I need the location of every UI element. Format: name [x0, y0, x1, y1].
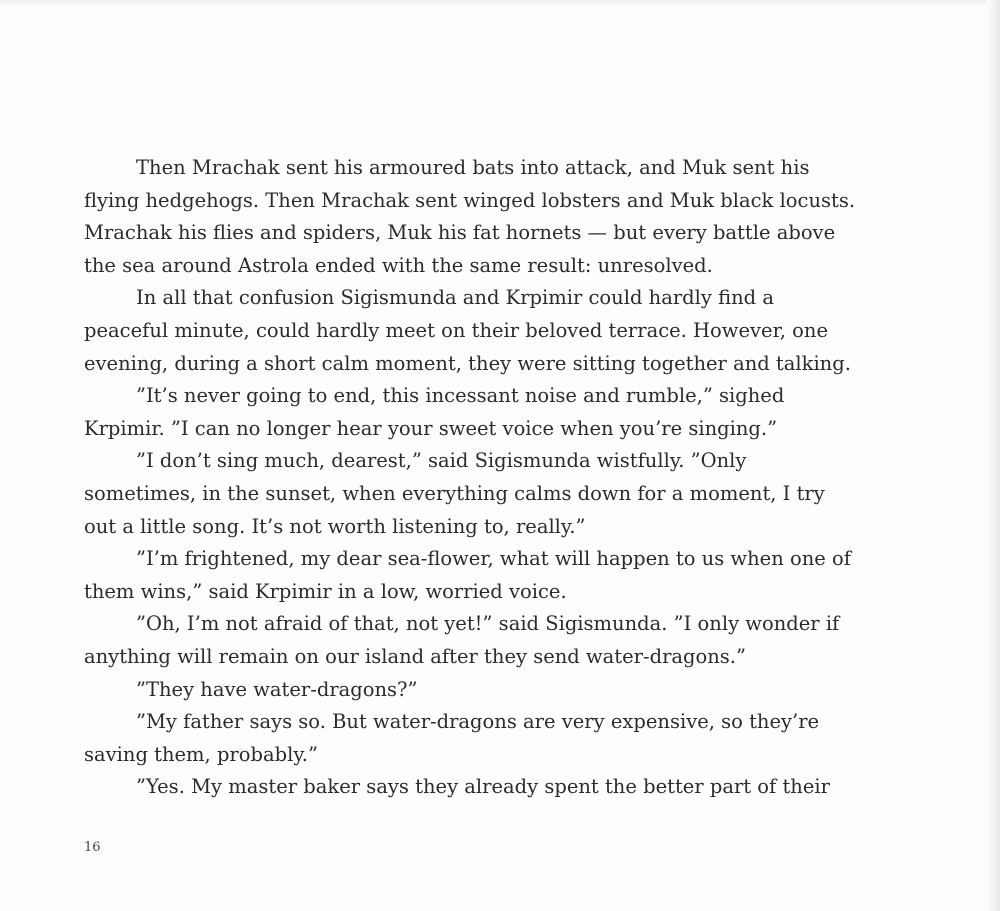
text-line: ”Yes. My master baker says they already spent the better part of their — [136, 775, 830, 799]
text-line: ”I don’t sing much, dearest,” said Sigismunda wistfully. ”Only — [136, 449, 747, 473]
text-line: Then Mrachak sent his armoured bats into attack, and Muk sent his — [136, 156, 810, 179]
text-line: them wins,” said Krpimir in a low, worried voice. — [84, 579, 567, 603]
text-line: the sea around Astrola ended with the same result: unresolved. — [84, 253, 713, 277]
page-spine-edge — [986, 0, 1000, 911]
text-line: ”I’m frightened, my dear sea-flower, what will happen to us when one of — [136, 547, 851, 571]
text-line: ”They have water-dragons?” — [136, 677, 418, 701]
text-line: In all that confusion Sigismunda and Krpimir could hardly find a — [136, 286, 774, 310]
text-line: evening, during a short calm moment, they were sitting together and talking. — [84, 351, 851, 375]
text-line: saving them, probably.” — [84, 742, 318, 766]
text-line: flying hedgehogs. Then Mrachak sent winged lobsters and Muk black locusts. — [84, 188, 856, 212]
text-line: anything will remain on our island after they send water-dragons.” — [84, 644, 746, 668]
text-line: peaceful minute, could hardly meet on their beloved terrace. However, one — [84, 318, 828, 342]
text-line: sometimes, in the sunset, when everything calms down for a moment, I try — [84, 481, 825, 505]
text-line: ”Oh, I’m not afraid of that, not yet!” said Sigismunda. ”I only wonder if — [136, 612, 840, 636]
story-text — [84, 152, 884, 804]
page-number: 16 — [84, 840, 101, 855]
text-line: ”My father says so. But water-dragons are very expensive, so they’re — [136, 710, 820, 734]
page-top-edge — [0, 0, 1000, 6]
text-line: Krpimir. ”I can no longer hear your sweet voice when you’re singing.” — [84, 416, 778, 440]
text-line: Mrachak his flies and spiders, Muk his fat hornets — but every battle above — [84, 221, 836, 245]
text-line: ”It’s never going to end, this incessant noise and rumble,” sighed — [136, 384, 785, 408]
text-line: out a little song. It’s not worth listening to, really.” — [84, 514, 586, 538]
